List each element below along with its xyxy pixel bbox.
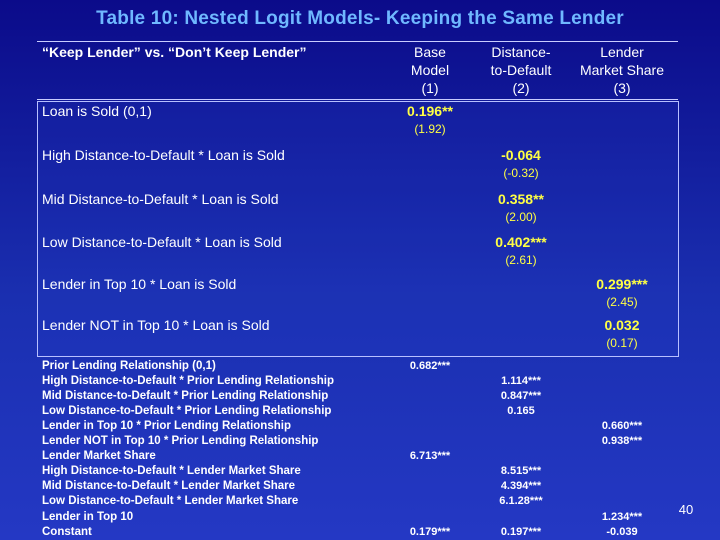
row-label: Lender in Top 10 * Loan is Sold (42, 276, 237, 292)
control-label: Constant (42, 526, 92, 538)
control-col1: 0.682*** (409, 360, 451, 372)
coef-col3: 0.032 (604, 317, 640, 333)
header-col2-line3: (2) (512, 80, 530, 96)
tstat-col2: (2.61) (505, 253, 537, 267)
header-col3-line3: (3) (613, 80, 631, 96)
control-label: Lender Market Share (42, 450, 156, 462)
header-col2-line1: Distance- (491, 44, 551, 60)
row-label: Loan is Sold (0,1) (42, 103, 152, 119)
header-top-rule (37, 41, 678, 42)
header-col1-line3: (1) (421, 80, 439, 96)
header-col1-line1: Base (414, 44, 446, 60)
coef-col2: -0.064 (501, 147, 541, 163)
table-header-label: “Keep Lender” vs. “Don’t Keep Lender” (42, 44, 307, 60)
header-bottom-rule (37, 99, 678, 100)
control-col1: 0.179*** (409, 526, 451, 538)
header-col-distance-to-default (471, 43, 571, 97)
tstat-col3: (2.45) (606, 295, 638, 309)
page-number: 40 (678, 502, 694, 517)
control-col2: 0.847*** (500, 390, 542, 402)
control-col1: 6.713*** (409, 450, 451, 462)
control-col3: 0.938*** (601, 435, 643, 447)
control-label: High Distance-to-Default * Prior Lending Relationship (42, 375, 334, 387)
row-label: High Distance-to-Default * Loan is Sold (42, 147, 285, 163)
header-col-base-model (380, 43, 480, 97)
control-label: Low Distance-to-Default * Lender Market Share (42, 495, 299, 507)
control-col2: 0.197*** (500, 526, 542, 538)
control-col2: 1.114*** (501, 375, 541, 387)
control-label: Lender in Top 10 (42, 511, 134, 523)
control-label: Mid Distance-to-Default * Lender Market Share (42, 480, 296, 492)
control-col3: -0.039 (606, 526, 638, 538)
control-col2: 0.165 (507, 405, 535, 417)
header-col3-line2: Market Share (579, 62, 665, 78)
header-col3-line1: Lender (600, 44, 644, 60)
slide-title: Table 10: Nested Logit Models- Keeping the Same Lender (96, 8, 624, 29)
control-col2: 4.394*** (500, 480, 542, 492)
coef-col2: 0.358** (498, 191, 544, 207)
control-col2: 8.515*** (500, 465, 542, 477)
header-col-lender-market-share (572, 43, 672, 97)
tstat-col2: (-0.32) (503, 166, 539, 180)
control-label: Lender in Top 10 * Prior Lending Relationship (42, 420, 291, 432)
row-label: Low Distance-to-Default * Loan is Sold (42, 234, 282, 250)
header-col2-line2: to-Default (490, 62, 552, 78)
control-col2: 6.1.28*** (499, 495, 543, 507)
coef-col3: 0.299*** (596, 276, 648, 292)
tstat-col2: (2.00) (505, 210, 537, 224)
control-col3: 1.234*** (601, 511, 643, 523)
control-label: High Distance-to-Default * Lender Market Share (42, 465, 301, 477)
control-col3: 0.660*** (601, 420, 643, 432)
row-label: Mid Distance-to-Default * Loan is Sold (42, 191, 279, 207)
control-label: Mid Distance-to-Default * Prior Lending Relationship (42, 390, 329, 402)
control-label: Low Distance-to-Default * Prior Lending Relationship (42, 405, 332, 417)
row-label: Lender NOT in Top 10 * Loan is Sold (42, 317, 270, 333)
control-label: Lender NOT in Top 10 * Prior Lending Relationship (42, 435, 319, 447)
header-col1-line2: Model (410, 62, 450, 78)
coef-col2: 0.402*** (495, 234, 547, 250)
control-label: Prior Lending Relationship (0,1) (42, 360, 216, 372)
coef-col1: 0.196** (407, 103, 453, 119)
tstat-col3: (0.17) (606, 336, 638, 350)
tstat-col1: (1.92) (414, 122, 446, 136)
